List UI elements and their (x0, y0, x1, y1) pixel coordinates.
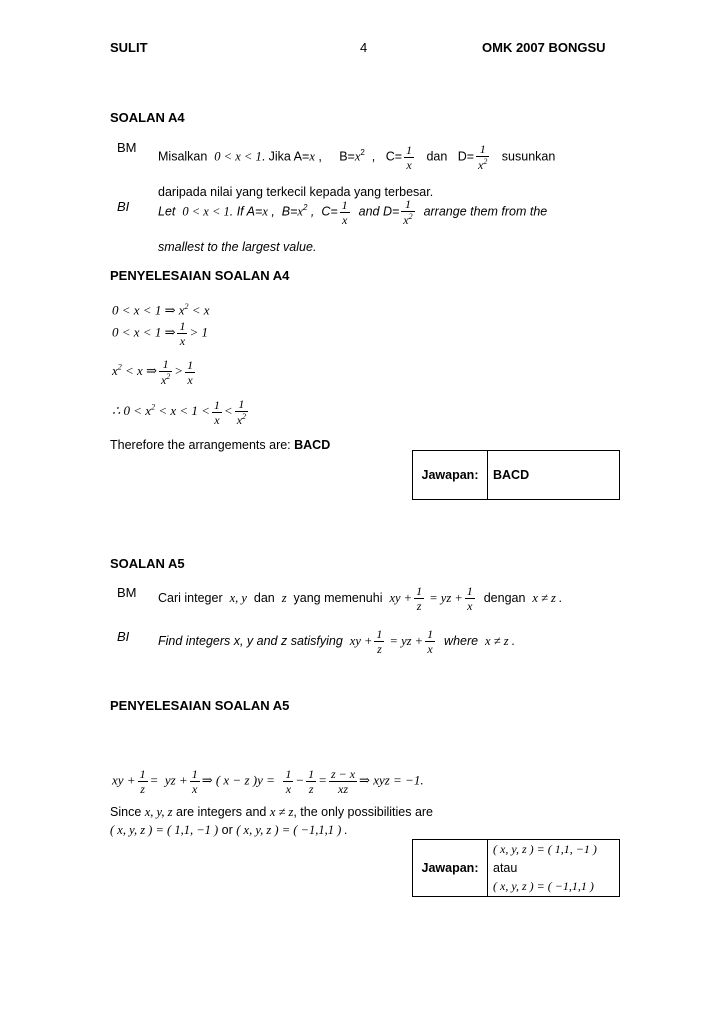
a4-heading: SOALAN A4 (110, 110, 185, 125)
a4-bi-statement: Let 0 < x < 1. If A=x , $B=x^2$ , C= $\frac{1}{x}$ and D= $\frac{1}{x^2}$ arrange them from the (158, 197, 548, 227)
a5-answer-label: Jawapan: (413, 840, 488, 896)
a5-sol-equation: xy + $\frac{1}{z}$ = yz + $\frac{1}{x}$ ⇒ ( x − z )y = $\frac{1}{x}$ − $\frac{1}{z}$ = $\frac{z - x}{xz}$ ⇒ xyz = −1. (112, 767, 424, 796)
a4-sol-line2: 0 < x < 1 ⇒ $\frac{1}{x}$ > 1 (112, 319, 208, 348)
header-left: SULIT (110, 40, 148, 55)
a5-bm-statement: Cari integer x, y dan z yang memenuhi xy + $\frac{1}{z}$ = yz + $\frac{1}{x}$ dengan x ≠ z . (158, 584, 563, 613)
a4-conclusion: Therefore the arrangements are: BACD (110, 438, 331, 452)
a5-possibilities: ( x, y, z ) = ( 1,1, −1 ) or ( x, y, z ) = ( −1,1,1 ) . (110, 823, 348, 837)
a5-bm-label: BM (117, 585, 137, 600)
a4-sol-line4: ∴ $0 < x^2 < x < 1$ < $\frac{1}{x}$ < $\frac{1}{x^2}$ (112, 397, 247, 427)
header-right: OMK 2007 BONGSU (482, 40, 606, 55)
a5-solution-heading: PENYELESAIAN SOALAN A5 (110, 698, 290, 713)
a4-sol-line1: 0 < x < 1 ⇒ $x^2 < x$ (112, 302, 210, 318)
a4-bi-label: BI (117, 199, 130, 214)
a5-since-line: Since x, y, z are integers and x ≠ z, the only possibilities are (110, 805, 434, 819)
a5-answer-cell (487, 840, 619, 896)
a5-bi-label: BI (117, 629, 130, 644)
a4-answer-label: Jawapan: (413, 451, 488, 499)
a4-answer-box (412, 450, 620, 500)
a5-answer-line2: atau (493, 861, 518, 875)
a4-bm-statement: Misalkan 0 < x < 1. Jika A=x , $B=x^2$ , C= $\frac{1}{x}$ dan D= $\frac{1}{x^2}$ susunkan (158, 142, 556, 172)
a5-answer-line1: ( x, y, z ) = ( 1,1, −1 ) (493, 842, 597, 856)
a5-heading: SOALAN A5 (110, 556, 185, 571)
a4-answer-value: BACD (493, 468, 530, 482)
a5-answer-box (412, 839, 620, 897)
a4-bi-line2: smallest to the largest value. (158, 240, 317, 254)
a5-answer-line3: ( x, y, z ) = ( −1,1,1 ) (493, 879, 594, 893)
a4-sol-line3: $x^2 < x$ ⇒ $\frac{1}{x^2}$ > $\frac{1}{x}$ (112, 357, 194, 387)
a4-bm-label: BM (117, 140, 137, 155)
a4-solution-heading: PENYELESAIAN SOALAN A4 (110, 268, 290, 283)
page-number: 4 (360, 40, 368, 55)
a4-bm-line2: daripada nilai yang terkecil kepada yang terbesar. (158, 185, 434, 199)
a5-bi-statement: Find integers x, y and z satisfying xy + $\frac{1}{z}$ = yz + $\frac{1}{x}$ where x ≠ z . (158, 627, 515, 656)
